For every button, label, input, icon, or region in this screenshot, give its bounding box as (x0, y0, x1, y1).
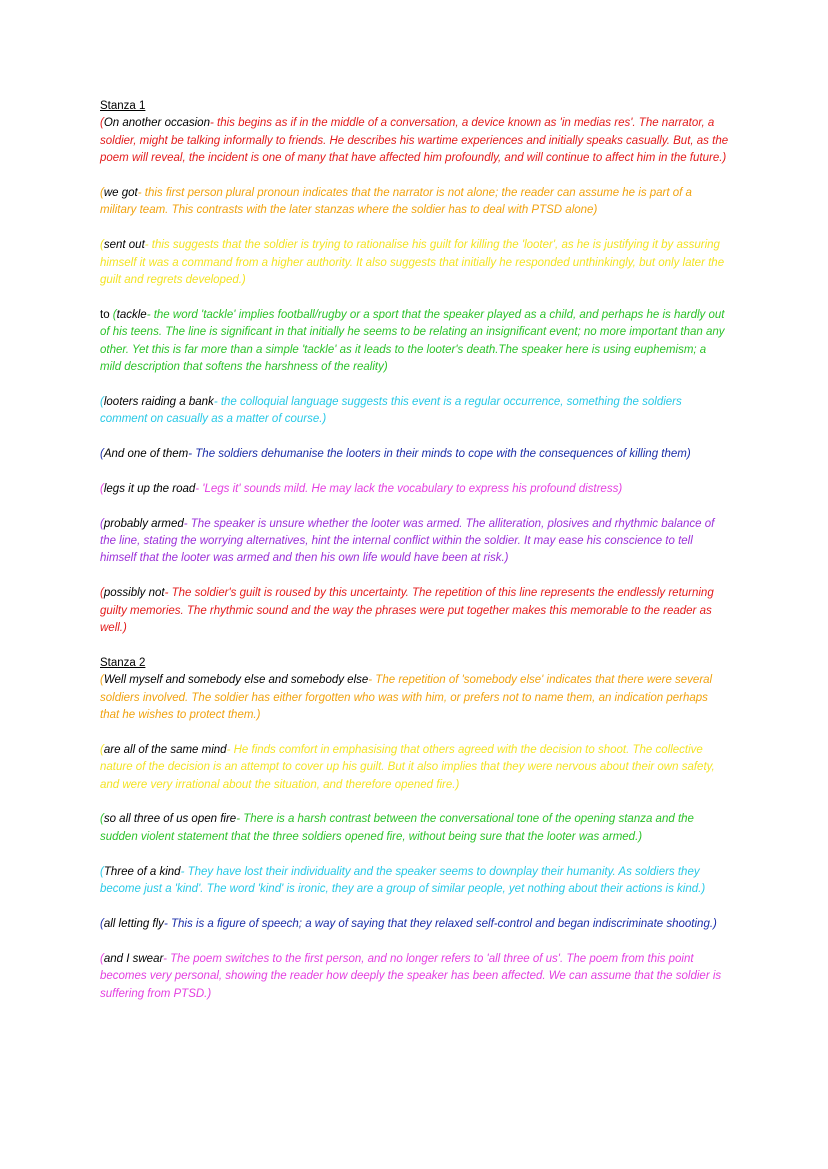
annotation-paragraph (100, 481, 730, 498)
annotation-note: - There is a harsh contrast between the conversational tone of the opening stanza and the sudden violent statement that the three soldiers opened fire, without being sure that the looter was armed.) (100, 813, 694, 843)
annotation-paragraph (100, 115, 730, 167)
annotation-paragraph (100, 916, 730, 933)
annotation-paragraph (100, 237, 730, 289)
annotation-quote: all letting fly (103, 917, 164, 930)
annotation-paragraph (100, 185, 730, 220)
annotation-open-paren: ( (100, 813, 104, 826)
annotation-quote: Three of a kind (103, 865, 181, 878)
annotation-quote: possibly not (103, 587, 165, 600)
annotation-note: - The repetition of 'somebody else' indicates that there were several soldiers involved. The soldier has either forgotten who was with him, or prefers not to name them, an indication perhaps that he wishes to protect them.) (100, 674, 713, 722)
annotation-open-paren: ( (100, 917, 104, 930)
annotation-quote: legs it up the road (103, 482, 196, 495)
paragraph-spacer (100, 846, 730, 863)
stanza-1-annotations (100, 115, 730, 637)
annotation-paragraph (100, 516, 730, 568)
annotation-note: - The soldiers dehumanise the looters in their minds to cope with the consequences of killing them) (188, 448, 691, 461)
annotation-note: - this begins as if in the middle of a conversation, a device known as 'in medias res'. The narrator, a soldier, might be talking informally to friends. He describes his wartime experiences and initially speaks casually. But, as the poem will reveal, the incident is one of many that have affected him profoundly, and will continue to affect him in the future.) (100, 117, 729, 165)
annotation-paragraph (100, 672, 730, 724)
annotation-quote: we got (103, 187, 138, 200)
annotation-paragraph (100, 811, 730, 846)
annotation-open-paren: ( (100, 952, 104, 965)
paragraph-spacer (100, 463, 730, 480)
annotation-note: - the word 'tackle' implies football/rugby or a sport that the speaker played as a child, and perhaps he is hardly out of his teens. The line is significant in that initially he seems to be relating an insignificant event; no more important than any other. Yet this is far more than a simple 'tackle' as it leads to the looter's death.The speaker here is using euphemism; a mild description that softens the harshness of the reality) (100, 308, 725, 374)
annotation-quote: are all of the same mind (103, 743, 227, 756)
paragraph-spacer (100, 568, 730, 585)
annotation-open-paren: ( (100, 448, 104, 461)
annotation-open-paren: ( (112, 308, 117, 321)
annotation-note: - The soldier's guilt is roused by this uncertainty. The repetition of this line represents the endlessly returning guilty memories. The rhythmic sound and the way the phrases were put together makes this memorable to the reader as well.) (100, 587, 714, 635)
annotation-note: - 'Legs it' sounds mild. He may lack the vocabulary to express his profound distress) (195, 482, 623, 495)
annotation-open-paren: ( (100, 517, 104, 530)
annotation-quote: sent out (103, 239, 145, 252)
annotation-paragraph (100, 864, 730, 899)
paragraph-spacer (100, 220, 730, 237)
spacer (100, 637, 730, 654)
annotation-note: - the colloquial language suggests this event is a regular occurrence, something the soldiers comment on casually as a matter of course.) (100, 395, 682, 426)
annotation-open-paren: ( (100, 743, 104, 756)
annotation-note: - The poem switches to the first person, and no longer refers to 'all three of us'. The poem from this point becomes very personal, showing the reader how deeply the speaker has been affected. We can assume that the soldier is suffering from PTSD.) (100, 952, 722, 1000)
annotation-open-paren: ( (100, 865, 104, 878)
paragraph-spacer (100, 498, 730, 515)
annotation-prefix: to (100, 308, 113, 321)
annotation-quote: looters raiding a bank (103, 395, 214, 408)
annotation-open-paren: ( (100, 674, 104, 687)
annotation-note: - He finds comfort in emphasising that others agreed with the decision to shoot. The collective nature of the decision is an attempt to cover up his guilt. But it also implies that they were nervous about their own safety, and were very irrational about the situation, and therefore opened fire.) (100, 743, 715, 791)
annotation-paragraph (100, 951, 730, 1003)
annotation-quote: so all three of us open fire (103, 813, 237, 826)
stanza-2-annotations (100, 672, 730, 1003)
annotation-note: - This is a figure of speech; a way of saying that they relaxed self-control and began indiscriminate shooting.) (163, 917, 717, 930)
annotation-note: - this suggests that the soldier is trying to rationalise his guilt for killing the 'looter', as he is justifying it by assuring himself it was a command from a higher authority. It also suggests that initially he responded unthinkingly, but only later the guilt and regrets developed.) (100, 239, 725, 287)
annotation-quote: And one of them (103, 448, 189, 461)
annotation-quote: Well myself and somebody else and somebody else (103, 674, 369, 687)
paragraph-spacer (100, 168, 730, 185)
annotation-quote: and I swear (103, 952, 164, 965)
annotation-open-paren: ( (100, 117, 104, 130)
annotation-open-paren: ( (100, 187, 104, 200)
annotation-open-paren: ( (100, 482, 104, 495)
paragraph-spacer (100, 289, 730, 306)
document-page (100, 98, 730, 1003)
paragraph-spacer (100, 933, 730, 950)
annotation-quote: probably armed (103, 517, 184, 530)
annotation-quote: tackle (116, 308, 147, 321)
annotation-note: - The speaker is unsure whether the looter was armed. The alliteration, plosives and rhythmic balance of the line, stating the worrying alternatives, hint the internal conflict within the soldier. It may ease his conscience to tell himself that the looter was armed and then his own life would have been at risk.) (100, 517, 715, 565)
paragraph-spacer (100, 376, 730, 393)
annotation-note: - They have lost their individuality and the speaker seems to downplay their humanity. As soldiers they become just a 'kind'. The word 'kind' is ironic, they are a group of similar people, yet nothing about their actions is kind.) (100, 865, 706, 896)
annotation-paragraph (100, 394, 730, 429)
stanza-1-heading: Stanza 1 (100, 100, 146, 112)
annotation-quote: On another occasion (103, 117, 210, 130)
annotation-open-paren: ( (100, 395, 104, 408)
annotation-paragraph (100, 585, 730, 637)
annotation-note: - this first person plural pronoun indicates that the narrator is not alone; the reader can assume he is part of a military team. This contrasts with the later stanzas where the soldier has to deal with PTSD alone) (100, 187, 692, 217)
stanza-2-heading: Stanza 2 (100, 656, 146, 669)
annotation-paragraph (100, 446, 730, 463)
paragraph-spacer (100, 899, 730, 916)
paragraph-spacer (100, 794, 730, 811)
paragraph-spacer (100, 724, 730, 741)
paragraph-spacer (100, 429, 730, 446)
annotation-paragraph (100, 742, 730, 794)
annotation-open-paren: ( (100, 587, 104, 600)
annotation-paragraph (100, 307, 730, 377)
annotation-open-paren: ( (100, 239, 104, 252)
